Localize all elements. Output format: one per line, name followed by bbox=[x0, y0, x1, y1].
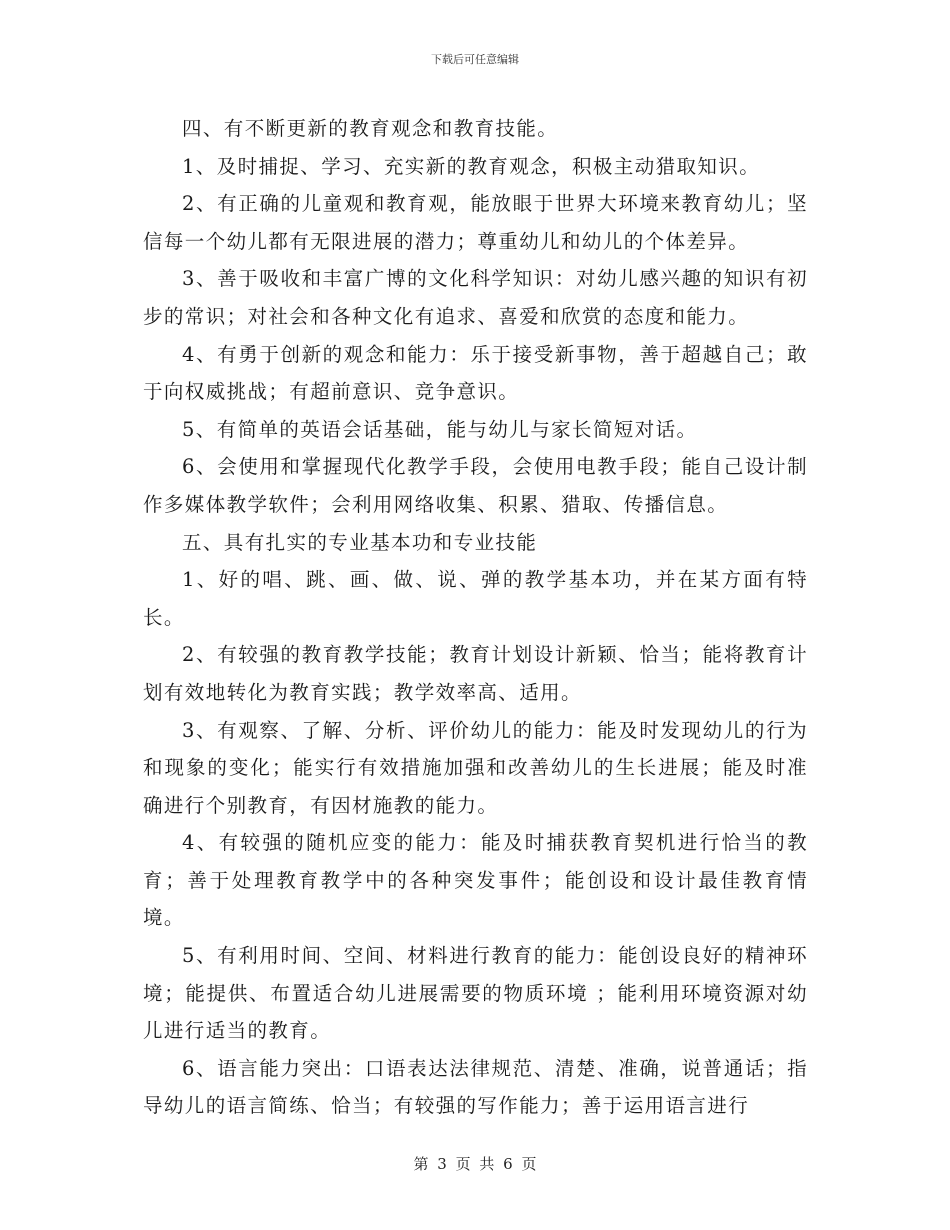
page-header: 下载后可任意编辑 bbox=[431, 53, 519, 66]
paragraph: 2、有较强的教育教学技能；教育计划设计新颖、恰当；能将教育计划有效地转化为教育实践；教学效率高、适用。 bbox=[143, 643, 808, 704]
section-heading-4: 四、有不断更新的教育观念和教育技能。 bbox=[182, 117, 559, 140]
paragraph: 3、善于吸收和丰富广博的文化科学知识：对幼儿感兴趣的知识有初步的常识；对社会和各种文化有追求、喜爱和欣赏的态度和能力。 bbox=[143, 267, 808, 328]
paragraph: 5、有简单的英语会话基础，能与幼儿与家长简短对话。 bbox=[182, 417, 698, 441]
document-body bbox=[143, 110, 808, 1125]
paragraph: 1、好的唱、跳、画、做、说、弹的教学基本功，并在某方面有特长。 bbox=[143, 568, 808, 629]
paragraph: 6、会使用和掌握现代化教学手段，会使用电教手段；能自己设计制作多媒体教学软件；会利用网络收集、积累、猎取、传播信息。 bbox=[143, 455, 808, 516]
paragraph: 4、有勇于创新的观念和能力：乐于接受新事物，善于超越自己；敢于向权威挑战；有超前意识、竞争意识。 bbox=[143, 342, 808, 404]
paragraph: 5、有利用时间、空间、材料进行教育的能力：能创设良好的精神环境；能提供、布置适合幼儿进展需要的物质环境 ；能利用环境资源对幼儿进行适当的教育。 bbox=[143, 944, 808, 1043]
paragraph: 6、语言能力突出：口语表达法律规范、清楚、准确，说普通话；指导幼儿的语言简练、恰当；有较强的写作能力；善于运用语言进行 bbox=[143, 1056, 808, 1118]
paragraph: 4、有较强的随机应变的能力：能及时捕获教育契机进行恰当的教育；善于处理教育教学中的各种突发事件；能创设和设计最佳教育情境。 bbox=[143, 831, 808, 930]
paragraph: 3、有观察、了解、分析、评价幼儿的能力：能及时发现幼儿的行为和现象的变化；能实行有效措施加强和改善幼儿的生长进展；能及时准确进行个别教育，有因材施教的能力。 bbox=[143, 718, 808, 817]
paragraph: 2、有正确的儿童观和教育观，能放眼于世界大环境来教育幼儿；坚信每一个幼儿都有无限进展的潜力；尊重幼儿和幼儿的个体差异。 bbox=[143, 192, 808, 253]
page-number-footer: 第 3 页 共 6 页 bbox=[413, 1155, 537, 1173]
paragraph: 1、及时捕捉、学习、充实新的教育观念，积极主动猎取知识。 bbox=[182, 154, 761, 178]
section-heading-5: 五、具有扎实的专业基本功和专业技能 bbox=[182, 530, 538, 554]
